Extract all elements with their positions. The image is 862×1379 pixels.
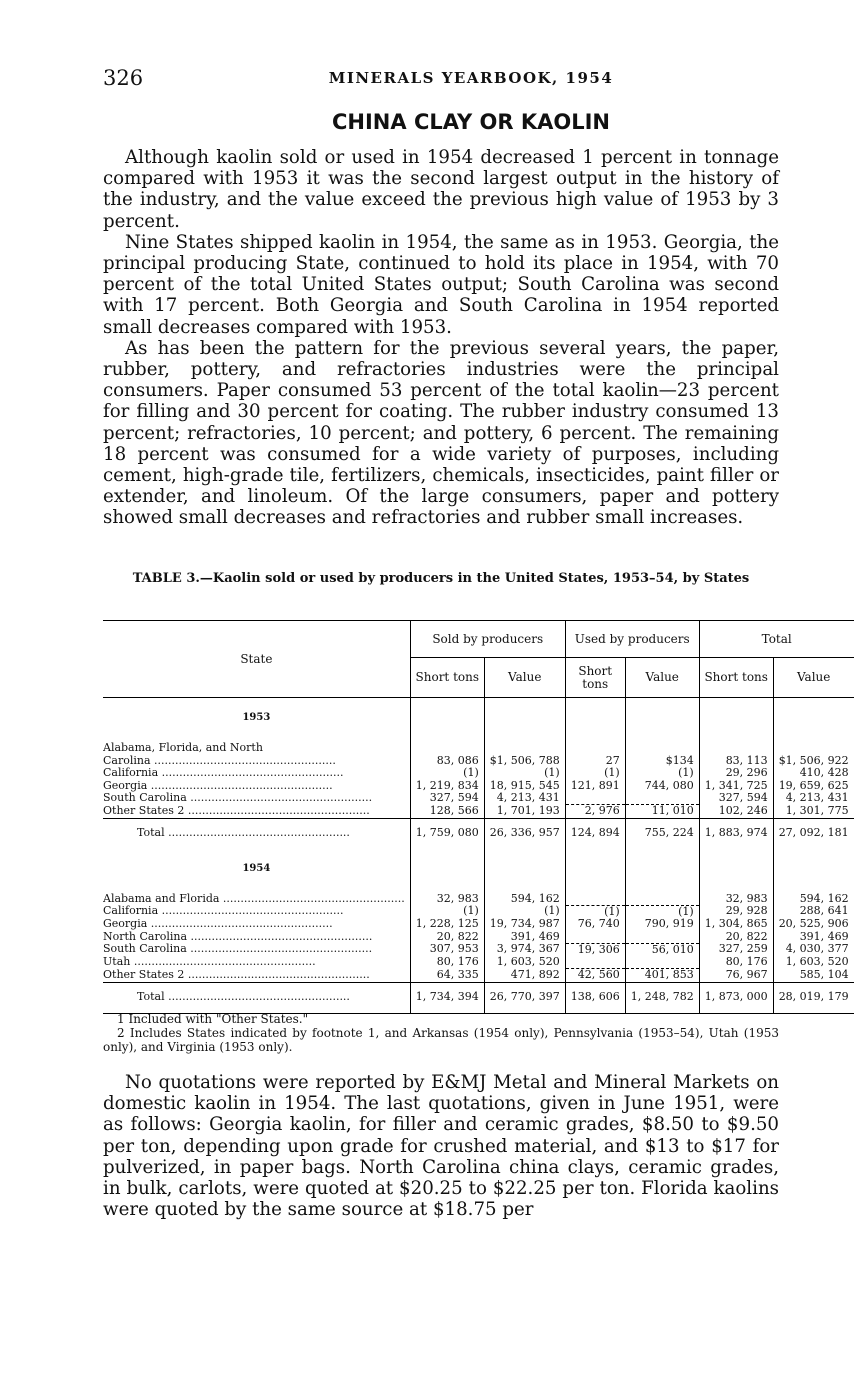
value-cell [773,742,853,755]
state-cell: Other States 2 ..... [103,805,410,819]
value-cell: (1) [484,767,565,780]
total-label: Total ..... [103,982,410,1013]
value-cell [625,893,699,906]
value-cell [699,742,773,755]
value-cell: 744, 080 [625,780,699,793]
state-cell: South Carolina ..... [103,943,410,956]
col-header-value: Value [625,658,699,698]
value-cell: 410, 428 [773,767,853,780]
table-row [103,805,854,819]
value-cell: 401, 853 [625,969,699,983]
closing-text [103,1072,779,1220]
footnotes [103,1012,779,1054]
value-cell: 1, 603, 520 [484,956,565,969]
value-cell: (1) [565,905,625,918]
col-header-short-tons: Short tons [410,658,484,698]
col-header-value: Value [484,658,565,698]
total-row [103,818,854,849]
value-cell: 102, 246 [699,805,773,819]
value-cell: 29, 296 [699,767,773,780]
value-cell: 327, 259 [699,943,773,956]
value-cell: 19, 306 [565,943,625,956]
table-row [103,792,854,805]
value-cell: 391, 469 [773,931,853,944]
page-number: 326 [103,66,144,90]
value-cell: $1, 506, 922 [773,755,853,768]
total-cell: 755, 224 [625,818,699,849]
total-cell: 27, 092, 181 [773,818,853,849]
state-cell: Carolina ..... [103,755,410,768]
intro-text [103,147,779,529]
state-cell: Utah ..... [103,956,410,969]
col-group-used: Used by producers [565,621,699,658]
value-cell [565,742,625,755]
value-cell: 76, 740 [565,918,625,931]
value-cell: (1) [484,905,565,918]
value-cell: 20, 822 [410,931,484,944]
state-cell: Georgia ..... [103,918,410,931]
value-cell: 19, 734, 987 [484,918,565,931]
value-cell: 391, 469 [484,931,565,944]
footnote: 2 Includes States indicated by footnote 1, and Arkansas (1954 only), Pennsylvania (1953–54), Utah (1953 only), and Virginia (1953 only). [103,1026,779,1054]
value-cell: 32, 983 [699,893,773,906]
state-cell: North Carolina ..... [103,931,410,944]
value-cell: 4, 030, 377 [773,943,853,956]
value-cell: (1) [625,905,699,918]
value-cell: 2, 976 [565,805,625,819]
value-cell: 64, 335 [410,969,484,983]
value-cell: 18, 915, 545 [484,780,565,793]
total-cell: 26, 770, 397 [484,982,565,1013]
value-cell [565,792,625,805]
col-group-sold: Sold by producers [410,621,565,658]
total-cell: 1, 248, 782 [625,982,699,1013]
col-header-state: State [103,621,410,698]
value-cell: 288, 641 [773,905,853,918]
page-header [103,66,779,94]
paragraph: Although kaolin sold or used in 1954 decreased 1 percent in tonnage compared with 1953 it was the second largest output in the history of the industry, and the value exceed the previous high value of 1953 by 3 percent. [103,147,779,232]
kaolin-table [103,620,854,1014]
table-row [103,969,854,983]
value-cell [410,742,484,755]
value-cell [565,956,625,969]
value-cell [484,742,565,755]
value-cell: 594, 162 [484,893,565,906]
table-row [103,767,854,780]
value-cell: (1) [565,767,625,780]
total-cell: 28, 019, 179 [773,982,853,1013]
total-cell: 26, 336, 957 [484,818,565,849]
table-body [103,698,854,1014]
state-cell: Alabama and Florida ..... [103,893,410,906]
paragraph: As has been the pattern for the previous several years, the paper, rubber, pottery, and refractories industries were the principal consumers. Paper consumed 53 percent of the total kaolin—23 percent for filling and 30 percent for coating. The rubber industry consumed 13 percent; refractories, 10 percent; and pottery, 6 percent. The remaining 18 percent was consumed for a wide variety of purposes, including cement, high-grade tile, fertilizers, chemicals, insecticides, paint filler or extender, and linoleum. Of the large consumers, paper and pottery showed small decreases and refractories and rubber small increases. [103,337,779,529]
value-cell: 27 [565,755,625,768]
state-cell: Georgia ..... [103,780,410,793]
year-label: 1953 [242,712,271,723]
value-cell: 83, 113 [699,755,773,768]
value-cell: 3, 974, 367 [484,943,565,956]
col-header-short-tons: Short tons [565,658,625,698]
col-group-total: Total [699,621,853,658]
value-cell: 1, 341, 725 [699,780,773,793]
value-cell: 20, 525, 906 [773,918,853,931]
value-cell: 4, 213, 431 [484,792,565,805]
value-cell: 20, 822 [699,931,773,944]
year-row [103,698,854,743]
year-row [103,849,854,893]
paragraph: No quotations were reported by E&MJ Metal and Mineral Markets on domestic kaolin in 1954. The last quotations, given in June 1951, were as follows: Georgia kaolin, for filler and ceramic grades, $8.50 to $9.50 per ton, depending upon grade for crushed material, and $13 to $17 for pulverized, in paper bags. North Carolina china clays, ceramic grades, in bulk, carlots, were quoted at $20.25 to $22.25 per ton. Florida kaolins were quoted by the same source at $18.75 per [103,1072,779,1221]
value-cell: 32, 983 [410,893,484,906]
total-cell: 124, 894 [565,818,625,849]
col-header-value: Value [773,658,853,698]
value-cell: 1, 304, 865 [699,918,773,931]
total-cell: 138, 606 [565,982,625,1013]
value-cell: 121, 891 [565,780,625,793]
year-label: 1954 [242,862,271,874]
state-cell: Alabama, Florida, and North [103,742,263,754]
total-cell: 1, 883, 974 [699,818,773,849]
value-cell: 1, 219, 834 [410,780,484,793]
value-cell [565,893,625,906]
value-cell: 56, 010 [625,943,699,956]
state-cell: California ..... [103,905,410,918]
value-cell: 128, 566 [410,805,484,819]
state-cell: South Carolina ..... [103,792,410,805]
col-header-short-tons: Short tons [699,658,773,698]
value-cell: 1, 603, 520 [773,956,853,969]
table-row [103,956,854,969]
value-cell: 471, 892 [484,969,565,983]
value-cell: 585, 104 [773,969,853,983]
total-cell: 1, 873, 000 [699,982,773,1013]
value-cell: (1) [410,767,484,780]
state-cell: California ..... [103,767,410,780]
paragraph: Nine States shipped kaolin in 1954, the same as in 1953. Georgia, the principal producing State, continued to hold its place in 1954, with 70 percent of the total United States output; South Carolina was second with 17 percent. Both Georgia and South Carolina in 1954 reported small decreases compared with 1953. [103,231,779,338]
value-cell: 1, 701, 193 [484,805,565,819]
table-caption-text: TABLE 3.—Kaolin sold or used by producers in the United States, 1953–54, by States [132,571,750,586]
total-row [103,982,854,1013]
value-cell: $1, 506, 788 [484,755,565,768]
value-cell: 790, 919 [625,918,699,931]
value-cell [625,742,699,755]
table-caption [103,570,779,587]
value-cell: 11, 010 [625,805,699,819]
value-cell: 327, 594 [410,792,484,805]
value-cell: 76, 967 [699,969,773,983]
value-cell: (1) [625,767,699,780]
value-cell: 307, 953 [410,943,484,956]
total-cell: 1, 734, 394 [410,982,484,1013]
value-cell [625,931,699,944]
table-row [103,742,854,755]
section-title: CHINA CLAY OR KAOLIN [332,110,610,134]
value-cell: 4, 213, 431 [773,792,853,805]
running-title: MINERALS YEARBOOK, 1954 [328,69,614,87]
footnote: 1 Included with "Other States." [117,1012,309,1026]
state-cell: Other States 2 ..... [103,969,410,983]
total-label: Total ..... [103,818,410,849]
value-cell: 1, 301, 775 [773,805,853,819]
total-cell: 1, 759, 080 [410,818,484,849]
value-cell: 327, 594 [699,792,773,805]
value-cell [625,792,699,805]
value-cell: 29, 928 [699,905,773,918]
value-cell: (1) [410,905,484,918]
table-row [103,918,854,931]
value-cell [625,956,699,969]
value-cell: 80, 176 [410,956,484,969]
value-cell: 42, 560 [565,969,625,983]
value-cell: 594, 162 [773,893,853,906]
value-cell: 19, 659, 625 [773,780,853,793]
value-cell: 83, 086 [410,755,484,768]
value-cell: $134 [625,755,699,768]
value-cell [565,931,625,944]
value-cell: 80, 176 [699,956,773,969]
value-cell: 1, 228, 125 [410,918,484,931]
